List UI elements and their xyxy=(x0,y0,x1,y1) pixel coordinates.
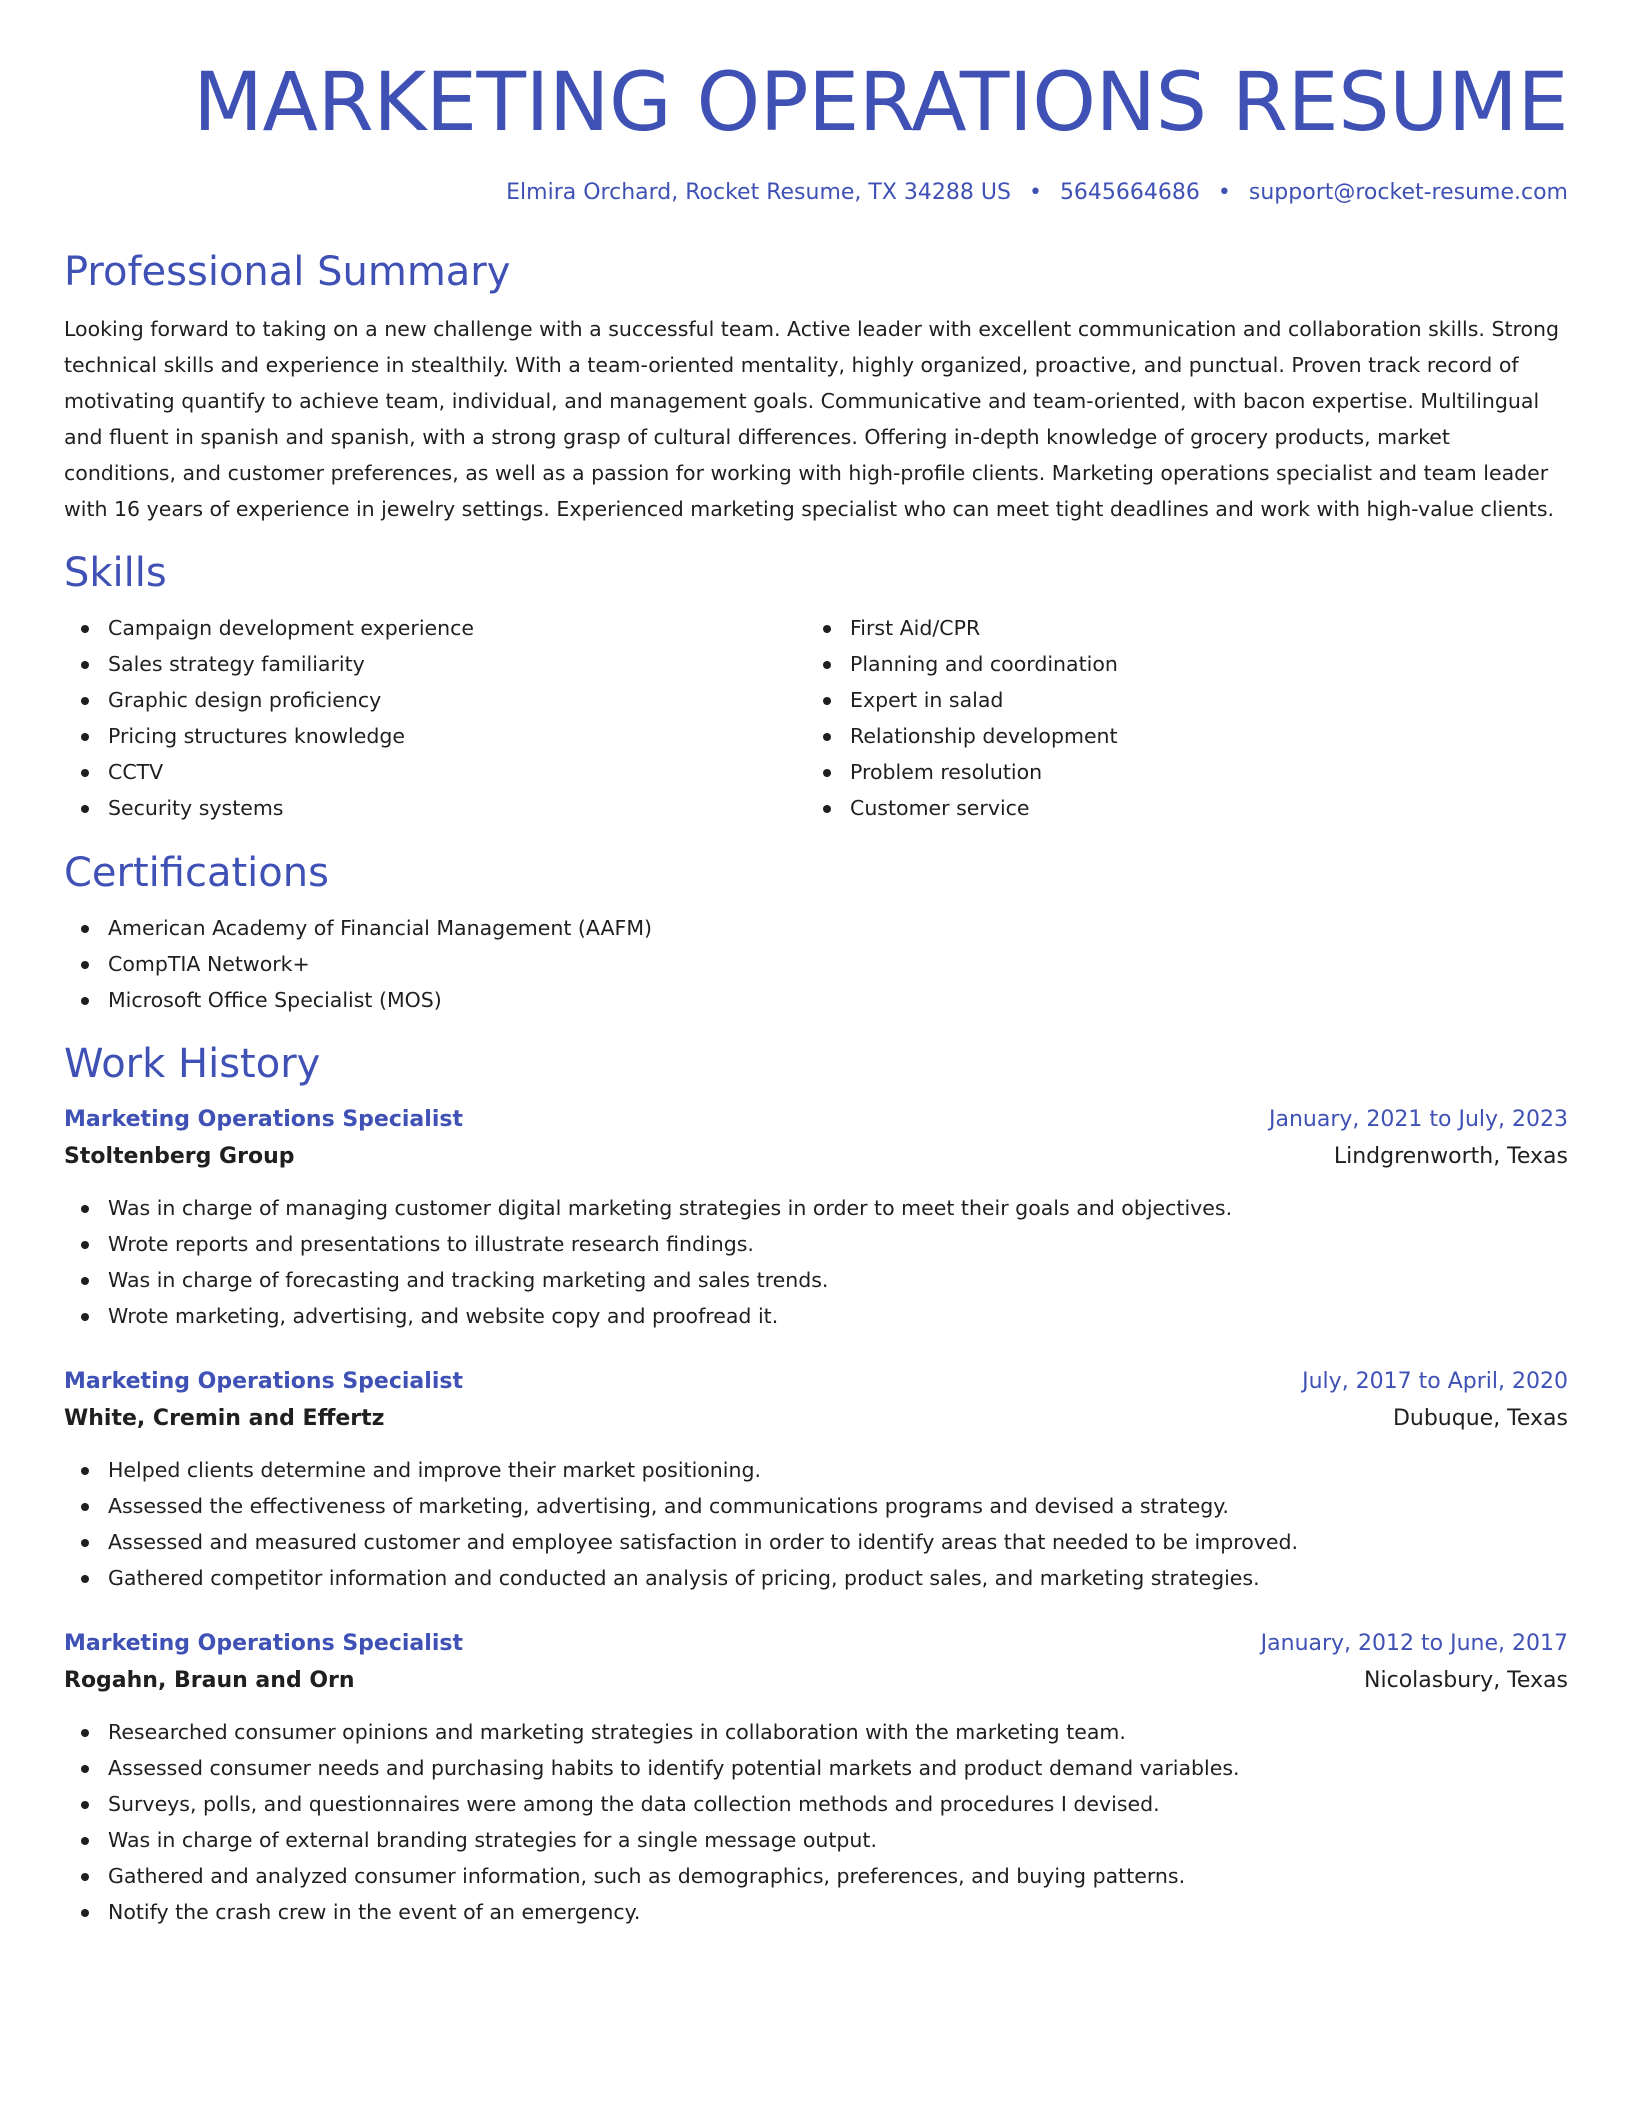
job-bullet: Helped clients determine and improve their market positioning. xyxy=(64,1452,1568,1488)
summary-text: Looking forward to taking on a new challenge with a successful team. Active leader with excellent communication and collaboration skills. Strong technical skills and experience in stealthily. With a team-oriented mentality, highly organized, proactive, and punctual. Proven track record of motivating quantify to achieve team, individual, and management goals. Communicative and team-oriented, with bacon expertise. Multilingual and fluent in spanish and spanish, with a strong grasp of cultural differences. Offering in-depth knowledge of grocery products, market conditions, and customer preferences, as well as a passion for working with high-profile clients. Marketing operations specialist and team leader with 16 years of experience in jewelry settings. Experienced marketing specialist who can meet tight deadlines and work with high-value clients. xyxy=(64,317,1560,521)
job-bullet: Was in charge of forecasting and tracking marketing and sales trends. xyxy=(64,1262,1568,1298)
certification-item: CompTIA Network+ xyxy=(64,946,1568,982)
job-bullets xyxy=(64,1190,1568,1334)
job-dates: January, 2021 to July, 2023 xyxy=(1269,1107,1568,1132)
job-company: Stoltenberg Group xyxy=(64,1144,295,1169)
skill-item: Graphic design proficiency xyxy=(64,682,806,718)
skills-list-left xyxy=(64,610,806,826)
job-company: Rogahn, Braun and Orn xyxy=(64,1668,355,1693)
skill-item: Expert in salad xyxy=(806,682,1548,718)
job-bullets xyxy=(64,1452,1568,1596)
certification-item: Microsoft Office Specialist (MOS) xyxy=(64,982,1568,1018)
contact-email: support@rocket-resume.com xyxy=(1248,180,1568,205)
job-location: Nicolasbury, Texas xyxy=(1364,1668,1568,1693)
skill-item: Campaign development experience xyxy=(64,610,806,646)
job-bullet: Notify the crash crew in the event of an emergency. xyxy=(64,1894,1568,1930)
resume-page xyxy=(64,0,1568,1930)
job-entry xyxy=(64,1102,1568,1334)
skill-item: Sales strategy familiarity xyxy=(64,646,806,682)
job-dates: July, 2017 to April, 2020 xyxy=(1302,1369,1568,1394)
job-bullet: Was in charge of managing customer digital marketing strategies in order to meet their goals and objectives. xyxy=(64,1190,1568,1226)
job-bullet: Researched consumer opinions and marketing strategies in collaboration with the marketing team. xyxy=(64,1714,1568,1750)
skill-item: Security systems xyxy=(64,790,806,826)
job-title: Marketing Operations Specialist xyxy=(64,1369,463,1394)
contact-separator: • xyxy=(1217,180,1231,205)
job-bullet: Assessed consumer needs and purchasing habits to identify potential markets and product demand variables. xyxy=(64,1750,1568,1786)
work-history-heading: Work History xyxy=(64,1041,321,1087)
job-bullet: Gathered and analyzed consumer information, such as demographics, preferences, and buying patterns. xyxy=(64,1858,1568,1894)
job-entry xyxy=(64,1364,1568,1596)
job-dates: January, 2012 to June, 2017 xyxy=(1260,1631,1568,1656)
job-location: Lindgrenworth, Texas xyxy=(1333,1144,1568,1169)
job-bullet: Wrote marketing, advertising, and website copy and proofread it. xyxy=(64,1298,1568,1334)
summary-heading: Professional Summary xyxy=(64,249,511,295)
job-bullet: Assessed and measured customer and employee satisfaction in order to identify areas that needed to be improved. xyxy=(64,1524,1568,1560)
job-title: Marketing Operations Specialist xyxy=(64,1107,463,1132)
job-location: Dubuque, Texas xyxy=(1392,1406,1568,1431)
skills-grid xyxy=(64,610,1568,826)
skill-item: Pricing structures knowledge xyxy=(64,718,806,754)
job-bullet: Gathered competitor information and conducted an analysis of pricing, product sales, and marketing strategies. xyxy=(64,1560,1568,1596)
skills-heading: Skills xyxy=(64,550,167,596)
skill-item: First Aid/CPR xyxy=(806,610,1548,646)
contact-separator: • xyxy=(1028,180,1042,205)
job-bullet: Assessed the effectiveness of marketing, advertising, and communications programs and devised a strategy. xyxy=(64,1488,1568,1524)
skill-item: CCTV xyxy=(64,754,806,790)
job-bullet: Was in charge of external branding strategies for a single message output. xyxy=(64,1822,1568,1858)
certifications-heading: Certifications xyxy=(64,850,329,896)
job-bullet: Wrote reports and presentations to illustrate research findings. xyxy=(64,1226,1568,1262)
contact-phone: 5645664686 xyxy=(1059,180,1200,205)
job-company: White, Cremin and Effertz xyxy=(64,1406,385,1431)
job-title: Marketing Operations Specialist xyxy=(64,1631,463,1656)
skill-item: Problem resolution xyxy=(806,754,1548,790)
skill-item: Relationship development xyxy=(806,718,1548,754)
job-bullets xyxy=(64,1714,1568,1930)
job-entry xyxy=(64,1626,1568,1930)
resume-title: MARKETING OPERATIONS RESUME xyxy=(193,56,1568,150)
skill-item: Planning and coordination xyxy=(806,646,1548,682)
skill-item: Customer service xyxy=(806,790,1548,826)
certification-item: American Academy of Financial Management (AAFM) xyxy=(64,910,1568,946)
certifications-list xyxy=(64,910,1568,1018)
skills-list-right xyxy=(806,610,1548,826)
contact-line xyxy=(64,178,1568,208)
job-bullet: Surveys, polls, and questionnaires were among the data collection methods and procedures I devised. xyxy=(64,1786,1568,1822)
contact-address: Elmira Orchard, Rocket Resume, TX 34288 US xyxy=(506,180,1011,205)
